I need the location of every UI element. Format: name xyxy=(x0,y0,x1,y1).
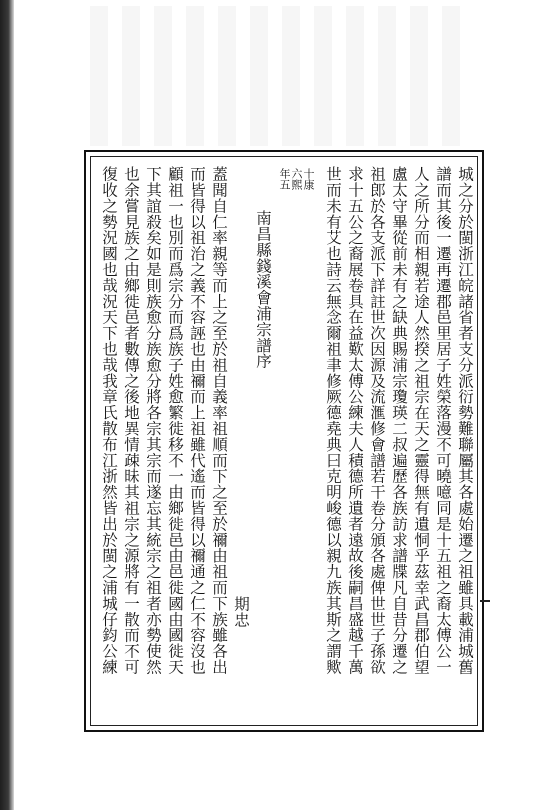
text-column-11: 蓋聞自仁率親等而上之至於祖自義率祖順而下之至於禰由祖而下族雖各出 xyxy=(210,166,228,675)
text-column-7: 世而未有艾也詩云無念爾祖聿修厥德堯典曰克明峻德以親九族其斯之謂歟 xyxy=(324,166,342,675)
scan-edge xyxy=(0,0,14,810)
text-column-1: 城之分於閩浙江皖諸省者支分派衍勢難聯屬其各處始遷之祖雖具載浦城舊 xyxy=(456,166,474,675)
text-column-5: 祖郎於各支派下詳註世次因源及流滙修會譜若干卷分頒各處俾世世子孫欲 xyxy=(368,166,386,675)
text-column-6: 求十五公之裔展卷具在益歎太傅公練夫人積德所遺者遠故後嗣昌盛越千萬 xyxy=(346,166,364,675)
text-column-16: 復收之勢況國也哉況天下也哉我章氏散布江浙然皆出於閩之浦城仔鈞公練 xyxy=(100,166,118,675)
text-column-12: 而皆得以祖治之義不容誣也由禰而上祖雖代遙而皆得以禰通之仁不容沒也 xyxy=(188,166,206,675)
text-column-13: 顧祖一也別而爲宗分而爲族子姓愈繁徙移不一由鄉徙邑由邑徙國由國徙天 xyxy=(166,166,184,675)
frame-edge-tick xyxy=(480,600,490,602)
author-name: 期忠 xyxy=(232,596,250,628)
text-column-15: 也余嘗見族之由鄉徙邑者數傳之後地異情疎昧其祖宗之源將有一散而不可 xyxy=(122,166,140,675)
chapter-marker-2: 六熙 xyxy=(290,168,303,190)
chapter-marker-1: 十康 xyxy=(302,168,315,190)
chapter-marker-3: 年五 xyxy=(278,168,291,190)
text-body xyxy=(98,166,476,728)
bleed-through-area xyxy=(90,6,468,146)
text-column-4: 盧太守畢從前未有之缺典賜浦宗瓊瑛二叔遍歷各族訪求譜牒凡自昔分遷之 xyxy=(390,166,408,675)
text-column-14: 下其誼殺矣如是則族愈分族愈分將各宗其宗而遂忘其統宗之祖者亦勢使然 xyxy=(144,166,162,675)
text-column-2: 譜而其後一遷再遷郡邑里居子姓榮落漫不可曉噫同是十五祖之裔太傅公一 xyxy=(434,166,452,675)
text-column-3: 人之所分而相親若途人然揆之祖宗在天之靈得無有遺恫乎茲幸武昌郡伯望 xyxy=(412,166,430,675)
preface-title: 南昌縣錢溪會浦宗譜序 xyxy=(254,210,272,369)
